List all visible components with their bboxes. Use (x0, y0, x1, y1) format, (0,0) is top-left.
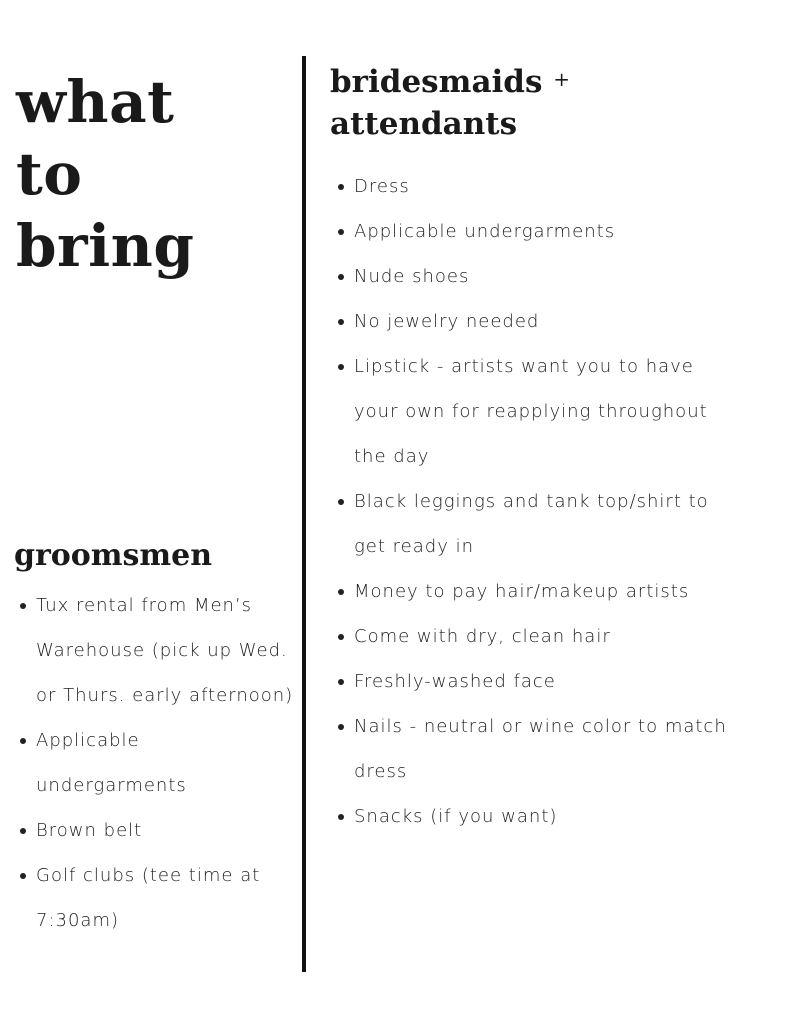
bridesmaids-heading-text: bridesmaids (330, 64, 543, 100)
bridesmaids-list (336, 164, 736, 839)
list-item: Nails - neutral or wine color to match dress (336, 704, 736, 794)
list-item: Brown belt (18, 808, 296, 853)
list-item: Black leggings and tank top/shirt to get ready in (336, 479, 736, 569)
bridesmaids-heading-plus: + (553, 67, 570, 91)
list-item: Freshly-washed face (336, 659, 736, 704)
list-item: Applicable undergarments (18, 718, 296, 808)
list-item: Come with dry, clean hair (336, 614, 736, 659)
groomsmen-heading: groomsmen (14, 538, 213, 573)
column-divider (302, 56, 306, 972)
bridesmaids-heading (330, 58, 770, 145)
page-title (16, 66, 286, 282)
list-item: Dress (336, 164, 736, 209)
title-line-bring: bring (16, 212, 195, 280)
list-item: Applicable undergarments (336, 209, 736, 254)
list-item: Tux rental from Men’s Warehouse (pick up Wed. or Thurs. early afternoon) (18, 583, 296, 718)
groomsmen-list (18, 583, 296, 943)
list-item: Golf clubs (tee time at 7:30am) (18, 853, 296, 943)
attendants-heading-text: attendants (330, 106, 518, 142)
title-line-what: what (16, 68, 175, 136)
list-item: No jewelry needed (336, 299, 736, 344)
list-item: Snacks (if you want) (336, 794, 736, 839)
list-item: Nude shoes (336, 254, 736, 299)
title-line-to: to (16, 140, 83, 208)
list-item: Lipstick - artists want you to have your own for reapplying throughout the day (336, 344, 736, 479)
list-item: Money to pay hair/makeup artists (336, 569, 736, 614)
